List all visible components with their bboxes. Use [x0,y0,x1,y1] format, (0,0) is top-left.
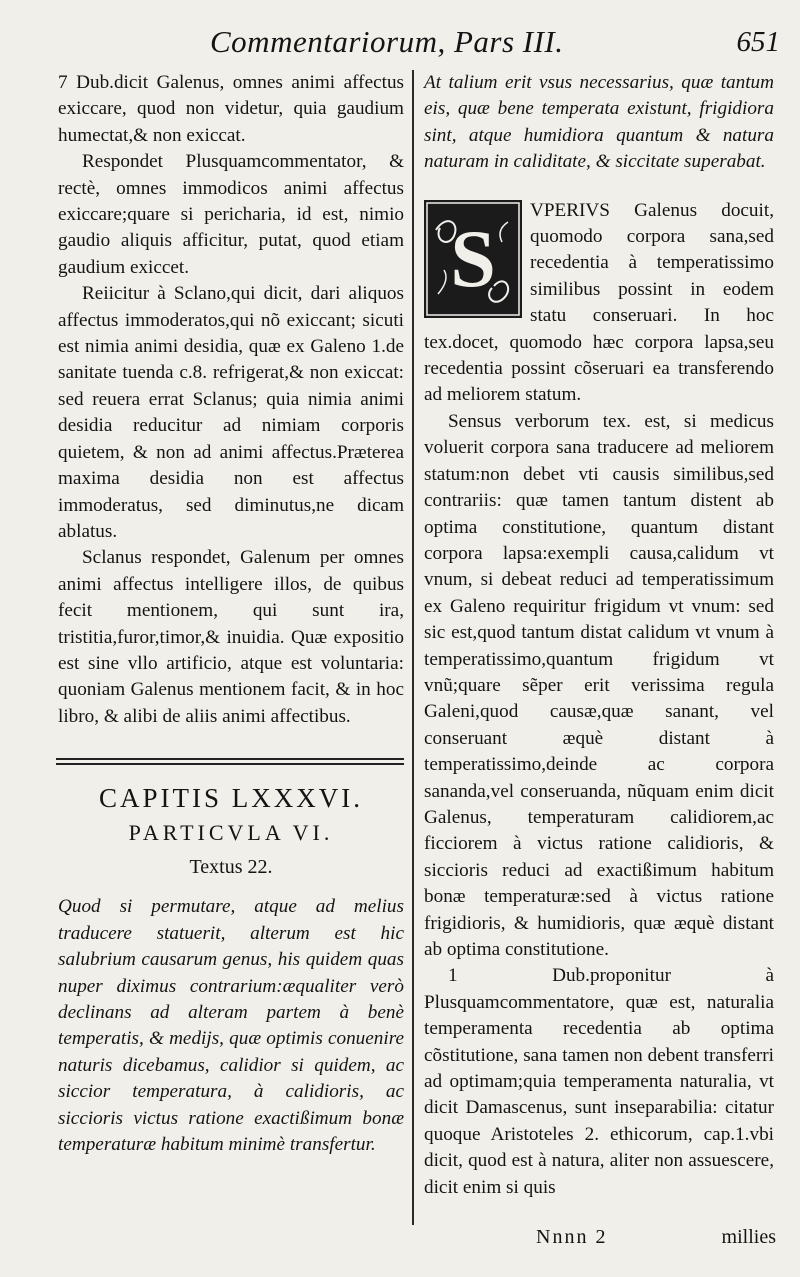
paragraph-dubitatio-7: 7 Dub.dicit Galenus, omnes animi affectus exiccare, quod non videtur, quia gaudium humectat,& non exiccat. [58,72,404,146]
textus-heading: Textus 22. [189,855,273,878]
catchword: millies [721,1226,776,1248]
column-divider [412,70,414,1225]
right-column [424,70,774,1201]
ornament-icon [424,200,522,318]
divider-line [56,763,404,765]
paragraph-sclanus: Sclanus respondet, Galenum per omnes animi affectus intelligere illos, de quibus fecit mentionem, qui sunt ira, tristitia,furor,timor,& inuidia. Quæ expositio est sine vllo artificio, atque est voluntaria: quoniam Galenus mentionem facit, & in hoc libro, & alibi de aliis animi affectibus. [58,547,404,727]
section-divider [56,758,404,765]
paragraph-reiicitur: Reiicitur à Sclano,qui dicit, dari aliquos affectus immoderatos,qui nõ exiccant; sicuti est nimia animi desidia, quæ ex Galeno 1.de sanitate tuenda c.8. refrigerat,& non exiccat: sed reuera errat Sclanus; quia nimia animi desidia reducitur ad nimiam corporis quietem, & non ad animi affectus.Præterea maxima desidia non est affectus immoderatus, sed diminutus,ne dicam ablatus. [58,283,404,542]
dropcap-letter: S [450,212,496,304]
page-header [190,14,780,62]
signature-mark: Nnnn 2 [536,1226,608,1248]
galen-quote-continued: At talium erit vsus necessarius, quæ tantum eis, quæ bene temperata existunt, frigidiora sint, atque humidiora quantum & natura naturam in caliditate, & siccitate superabat. [424,72,774,173]
left-column [58,70,404,1158]
commentary-block [424,198,774,409]
running-head: Commentariorum, Pars III. [210,24,564,59]
decorated-initial [424,200,522,318]
particula-heading: PARTICVLA VI. [128,819,334,845]
paragraph-respondet: Respondet Plusquamcommentator, & rectè, omnes immodicos animi affectus exiccare;quare si pericharia, id est, nimio gaudio aliquis afficitur, putat, quod etiam gaudium exiccet. [58,151,404,278]
chapter-title: CAPITIS LXXXVI. [99,783,363,814]
paragraph-superius: VPERIVS Galenus docuit, quomodo corpora sana,sed recedentia à temperatissimo similibus possint in eodem statu conseruari. In hoc tex.docet, quomodo hæc corpora lapsa,seu recedentia possint cõseruari ea transferendo ad meliorem statum. [424,199,774,406]
page-number: 651 [736,26,780,58]
galen-quote: Quod si permutare, atque ad melius traducere statuerit, alterum est hic salubrium causarum genus, his quidem quas nuper diximus contrarium:æqualiter verò declinans ad alteram partem à benè temperatis, & medijs, quæ optimis conuenire naturis dicebamus, calidior si quidem, ac siccior temperatura, à calidioris, ac siccioris victus ratione exactißimum bonæ temperaturæ habitum minimè transfertur. [58,896,404,1156]
paragraph-dubitatio-1: 1 Dub.proponitur à Plusquamcommentatore, quæ est, naturalia temperamenta recedentia ab optima cõstitutione, sana tamen non debent transferri ad optimam;quia temperamenta naturalia, vt dicit Damascenus, sunt inseparabilia: citatur quoque Aristoteles 2. ethicorum, cap.1.vbi dicit, quod est à natura, aliter non assuescere, dicit enim si quis [424,965,774,1198]
divider-line [56,758,404,760]
paragraph-sensus: Sensus verborum tex. est, si medicus voluerit corpora sana traducere ad meliorem statum:non debet vti causis similibus,sed contrariis: quæ tamen tantum distent ab optima constitutione, quantum distant corpora lapsa:exempli causa,calidum vt vnum, si debeat reduci ad temperatissimum ex Galeno requiritur frigidum vt vnum: sed sic est,quod tantum distat calidum vt vnum à temperatissimo,quantum frigidum vt vnũ;quare sẽper erit verissima regula Galeni,quod causæ,quæ sanant, vel conseruant æquè distant à temperatissimo,deinde ac corpora sananda,vel conseruanda, nũquam enim dicit Galenus, temperaturam calidiorem,ac ficciorem à victus ratione calidioris, & siccioris reduci ad exactißimum habitum bonæ temperaturæ:sed à victus ratione frigidioris, & humidioris, quæ æquè distant ab optima constitutione. [424,410,774,960]
